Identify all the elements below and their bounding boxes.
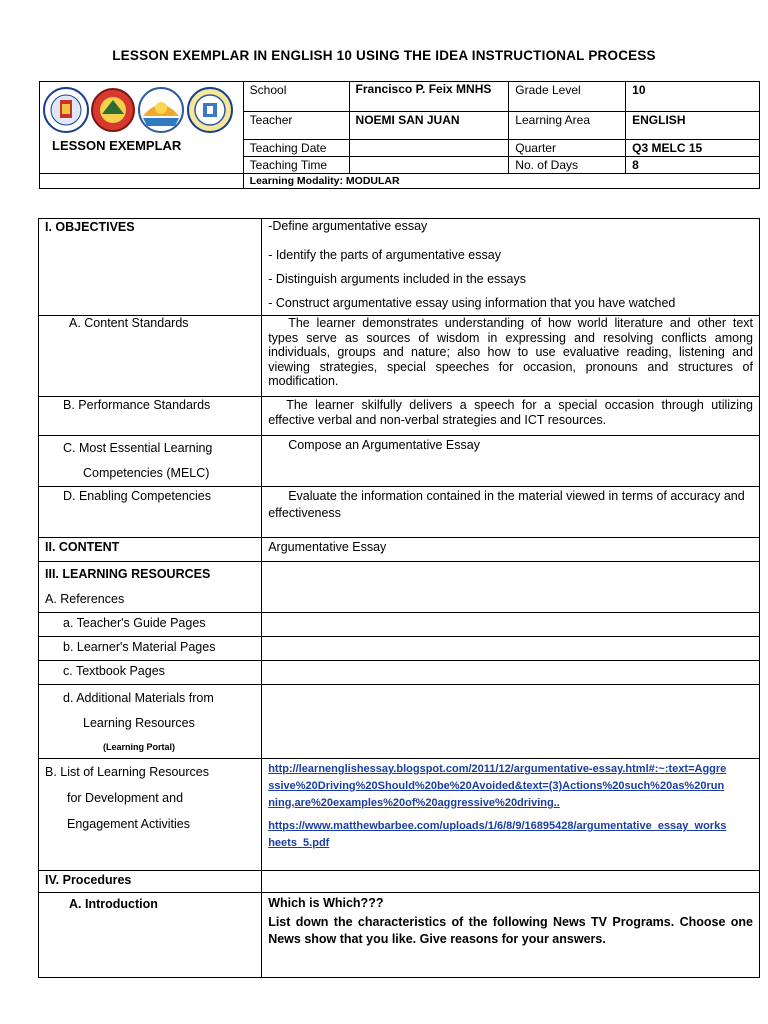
content-value: Argumentative Essay xyxy=(262,538,760,562)
grade-value: 10 xyxy=(626,82,760,112)
logo-cell xyxy=(40,82,244,174)
melc-label: C. Most Essential Learning Competencies (MELC) xyxy=(39,436,262,487)
teacher-value: NOEMI SAN JUAN xyxy=(349,112,509,140)
area-label: Learning Area xyxy=(509,112,626,140)
enabling-label: D. Enabling Competencies xyxy=(39,487,262,538)
lm-value xyxy=(262,637,760,661)
time-label: Teaching Time xyxy=(243,157,349,174)
blank-cell xyxy=(40,174,244,189)
tg-label: a. Teacher's Guide Pages xyxy=(39,613,262,637)
days-value: 8 xyxy=(626,157,760,174)
introduction-content xyxy=(262,893,760,978)
additional-materials-value xyxy=(262,685,760,759)
resource-link[interactable]: https://www.matthewbarbee.com/uploads/1/6/8/9/16895428/argumentative_essay_worksheets_5.pdf xyxy=(268,820,727,849)
teacher-label: Teacher xyxy=(243,112,349,140)
enabling-text: Evaluate the information contained in the material viewed in terms of accuracy and effectiveness xyxy=(262,487,760,538)
objectives-list xyxy=(262,219,760,316)
lesson-table xyxy=(38,218,760,978)
objective-item: - Distinguish arguments included in the essays xyxy=(268,272,526,286)
division-seal-icon xyxy=(137,86,185,134)
school-value: Francisco P. Feix MNHS xyxy=(349,82,509,112)
melc-text: Compose an Argumentative Essay xyxy=(262,436,760,487)
objectives-heading: I. OBJECTIVES xyxy=(39,219,262,316)
list-resources-links xyxy=(262,759,760,871)
objective-item: -Define argumentative essay xyxy=(268,219,428,233)
days-label: No. of Days xyxy=(509,157,626,174)
list-resources-label: B. List of Learning Resources for Development and Engagement Activities xyxy=(39,759,262,871)
quarter-label: Quarter xyxy=(509,140,626,157)
performance-standards-text: The learner skilfully delivers a speech for a special occasion through utilizing effective verbal and non-verbal strategies and ICT resources. xyxy=(262,397,760,436)
learning-modality: Learning Modality: MODULAR xyxy=(243,174,759,189)
performance-standards-label: B. Performance Standards xyxy=(39,397,262,436)
area-value: ENGLISH xyxy=(626,112,760,140)
document-title: LESSON EXEMPLAR IN ENGLISH 10 USING THE IDEA INSTRUCTIONAL PROCESS xyxy=(112,48,656,63)
date-label: Teaching Date xyxy=(243,140,349,157)
procedures-heading: IV. Procedures xyxy=(39,871,262,893)
date-value xyxy=(349,140,509,157)
school-seal-icon xyxy=(186,86,234,134)
resource-link[interactable]: http://learnenglishessay.blogspot.com/2011/12/argumentative-essay.html#:~:text=Aggressive%20Driving%20Should%20be%20Avoided&text=(3)Actions%20such%20as%20running,are%20examples%20of%20aggressive%20driving.. xyxy=(268,763,727,809)
region-seal-icon xyxy=(90,86,136,134)
objective-item: - Construct argumentative essay using information that you have watched xyxy=(268,296,676,310)
resources-value xyxy=(262,562,760,613)
quarter-value: Q3 MELC 15 xyxy=(626,140,760,157)
header-table xyxy=(39,81,760,189)
school-label: School xyxy=(243,82,349,112)
lm-label: b. Learner's Material Pages xyxy=(39,637,262,661)
tb-label: c. Textbook Pages xyxy=(39,661,262,685)
tg-value xyxy=(262,613,760,637)
procedures-value xyxy=(262,871,760,893)
deped-seal-icon xyxy=(42,86,90,134)
references-label: A. References xyxy=(45,592,125,606)
content-standards-text: The learner demonstrates understanding of how world literature and other text types serve as sources of wisdom in expressing and resolving conflicts among individuals, groups and nature; also how to use evaluative reading, listening and viewing strategies, special speeches for occasion, pronouns and structures of modification. xyxy=(262,316,760,397)
introduction-text: List down the characteristics of the following News TV Programs. Choose one News show that you like. Give reasons for your answers. xyxy=(268,915,753,946)
content-heading: II. CONTENT xyxy=(39,538,262,562)
additional-materials-label: d. Additional Materials from Learning Resources (Learning Portal) xyxy=(39,685,262,759)
objective-item: - Identify the parts of argumentative essay xyxy=(268,248,501,262)
tb-value xyxy=(262,661,760,685)
lesson-exemplar-label: LESSON EXEMPLAR xyxy=(52,138,182,153)
resources-cell xyxy=(39,562,262,613)
content-standards-label: A. Content Standards xyxy=(39,316,262,397)
time-value xyxy=(349,157,509,174)
resources-heading: III. LEARNING RESOURCES xyxy=(45,567,211,581)
introduction-label: A. Introduction xyxy=(39,893,262,978)
learning-portal-note: (Learning Portal) xyxy=(103,742,176,752)
introduction-title: Which is Which??? xyxy=(268,896,384,910)
grade-label: Grade Level xyxy=(509,82,626,112)
